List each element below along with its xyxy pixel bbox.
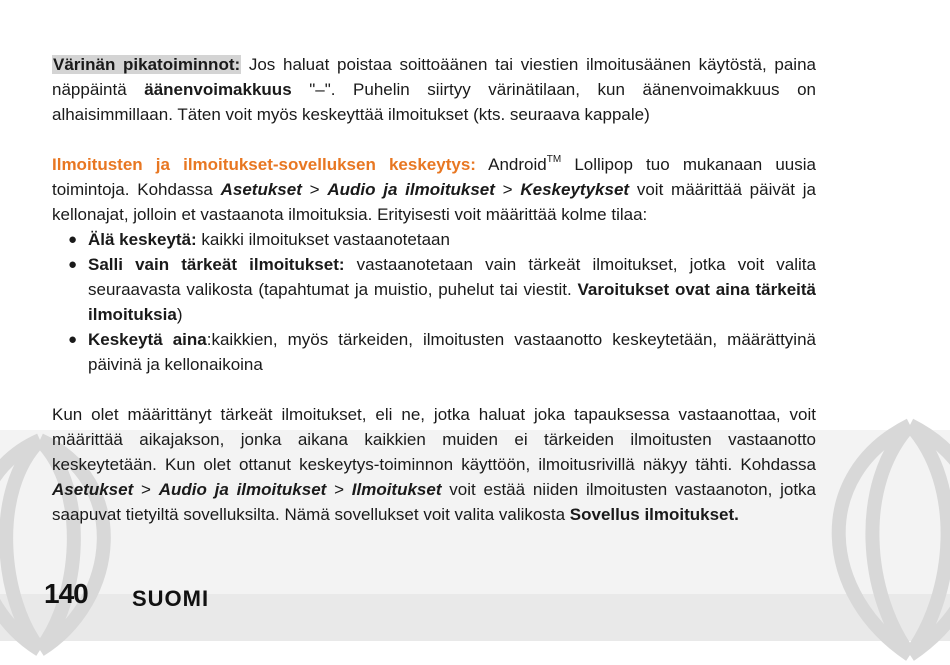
paragraph-text: "–". Puhelin siirtyy värinätilaan, kun äänenvoimakkuus on alhaisimmillaan. Täten voit myös keskeyttää ilmoitukset (kts. seuraava kappale)	[52, 80, 816, 124]
paragraph-text: Lollipop tuo mukanaan uusia toimintoja. Kohdassa	[52, 155, 816, 199]
bullet-icon: ●	[68, 256, 78, 273]
paragraph-interruptions	[52, 152, 816, 227]
paragraph-important-notifications	[52, 402, 816, 527]
list-item	[52, 327, 816, 377]
list-item-text: :kaikkien, myös tärkeiden, ilmoitusten vastaanotto keskeytetään, määrättyinä päivinä ja kellonaikoina	[88, 330, 816, 374]
bullet-icon: ●	[68, 331, 78, 348]
menu-path-notifications: Ilmoitukset	[351, 480, 442, 499]
paragraph-text: Jos haluat poistaa soittoäänen tai viestien ilmoitusäänen käytöstä, paina näppäintä	[52, 55, 816, 99]
list-item-text: kaikki ilmoitukset vastaanotetaan	[196, 230, 450, 249]
paragraph-quick-vibration	[52, 52, 816, 127]
paragraph-spacer	[52, 377, 816, 402]
paragraph-text: Kun olet määrittänyt tärkeät ilmoitukset, eli ne, jotka haluat joka tapauksessa vastaanottaa, voit määrittää aikajakson, jonka aikana kaikkien muiden ei tärkeiden ilmoitusten vastaanotto keskeytetään. Kun olet ottanut keskeytys-toiminnon käyttöön, ilmoitusrivillä näkyy tähti. Kohdassa	[52, 405, 816, 474]
paragraph-spacer	[52, 127, 816, 152]
menu-path-interruptions: Keskeytykset	[520, 180, 630, 199]
bullet-icon: ●	[68, 231, 78, 248]
volume-key-term: äänenvoimakkuus	[144, 80, 292, 99]
language-label: SUOMI	[132, 586, 210, 611]
menu-path-settings: Asetukset	[52, 480, 134, 499]
trademark-mark: TM	[546, 154, 562, 166]
list-item	[52, 252, 816, 327]
menu-path-audio: Audio ja ilmoitukset	[158, 480, 327, 499]
menu-path-settings: Asetukset	[220, 180, 302, 199]
path-separator: >	[133, 480, 159, 499]
list-item-label: Älä keskeytä:	[88, 230, 197, 249]
list-item	[52, 227, 816, 252]
path-separator: >	[301, 180, 328, 199]
path-separator: >	[326, 480, 352, 499]
paragraph-text: voit estää niiden ilmoitusten vastaanoton, jotka saapuvat tietyiltä sovelluksilta. Nämä sovellukset voit valita valikosta	[52, 480, 816, 524]
list-item-label: Salli vain tärkeät ilmoitukset:	[88, 255, 345, 274]
list-item-emphasis: Varoitukset ovat aina tärkeitä ilmoituksia	[88, 280, 816, 324]
list-item-text: vastaanotetaan vain tärkeät ilmoitukset, jotka voit valita seuraavasta valikosta (tapahtumat ja muistio, puhelut tai viestit.	[88, 255, 816, 299]
paragraph-text: voit määrittää päivät ja kellonajat, jolloin et vastaanota ilmoituksia. Erityisesti voit määrittää kolme tilaa:	[52, 180, 817, 224]
document-body	[52, 52, 816, 527]
heading-quick-vibration: Värinän pikatoiminnot:	[53, 55, 241, 74]
menu-path-audio: Audio ja ilmoitukset	[327, 180, 495, 199]
app-notifications-term: Sovellus ilmoitukset.	[569, 505, 739, 524]
path-separator: >	[494, 180, 521, 199]
list-item-text: )	[176, 305, 183, 324]
heading-interruptions: Ilmoitusten ja ilmoitukset-sovelluksen keskeytys:	[52, 155, 476, 174]
page-number: 140	[44, 578, 88, 609]
paragraph-text: Android	[475, 155, 547, 174]
list-item-label: Keskeytä aina	[88, 330, 207, 349]
interruption-modes-list	[52, 227, 816, 377]
